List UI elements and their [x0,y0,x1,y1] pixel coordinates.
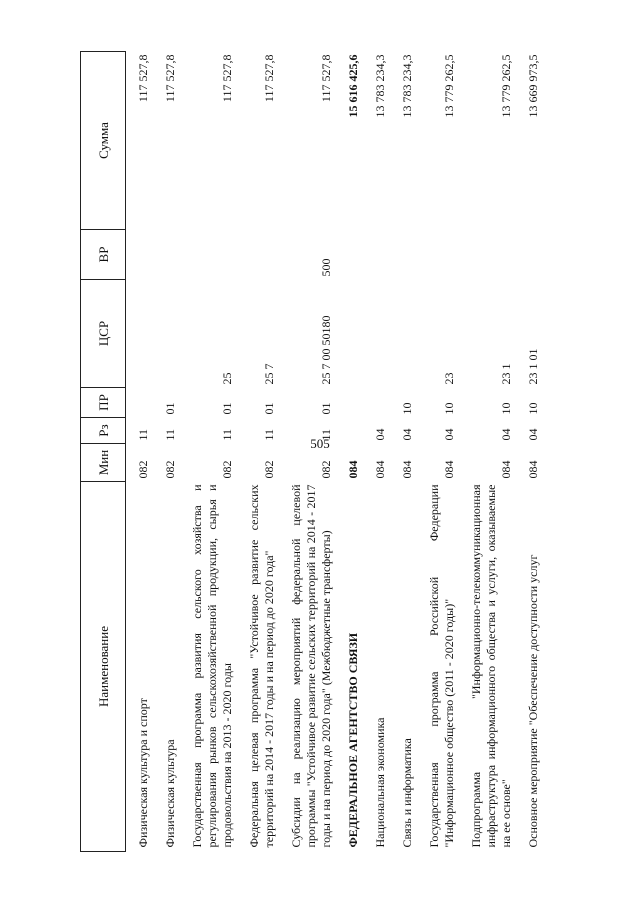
cell-sum: 117 527,8 [136,54,150,103]
budget-table-rotated [80,52,560,852]
cell-min: 084 [400,460,414,479]
header-rz: Рз [81,418,126,444]
cell-name: Субсидии на реализацию мероприятий федеральной целевой программы "Устойчивое развитие сельских территорий на 2014 - 2017 годы и на период до 2020 года" (Межбюджетные трансферты) [289,484,333,848]
cell-pr: 10 [526,402,540,415]
table-row [126,52,154,852]
cell-min: 082 [319,460,333,479]
cell-rz: 11 [136,428,150,441]
header-sum: Сумма [81,52,126,230]
cell-name: ФЕДЕРАЛЬНОЕ АГЕНТСТВО СВЯЗИ [346,632,360,848]
table-row [336,52,363,852]
cell-rz: 11 [220,428,234,441]
table-header [81,52,126,852]
cell-rz: 04 [373,428,387,441]
cell-sum: 13 783 234,3 [400,54,414,118]
cell-vr [237,230,279,280]
cell-name: Физическая культура [163,739,177,848]
cell-csr: 23 1 [499,363,513,385]
cell-name: Государственная программа развития сельского хозяйства и регулирования рынков сельскохозяйственной продукции, сырья и продовольствия на 2013 - 2020 годы [190,484,234,848]
cell-csr: 25 [220,372,234,385]
table-row [237,52,279,852]
table-row [417,52,459,852]
cell-min: 082 [136,460,150,479]
cell-csr [336,280,363,388]
cell-vr [363,230,390,280]
cell-rz: 04 [526,428,540,441]
cell-name: Национальная экономика [373,717,387,848]
table-row [459,52,516,852]
cell-sum: 117 527,8 [262,54,276,103]
header-pr: ПР [81,388,126,418]
budget-table [80,51,543,852]
cell-rz: 11 [262,428,276,441]
cell-vr [390,230,417,280]
cell-name: Подпрограмма "Информационно-телекоммуникационная инфраструктура информационного общества и услуги, оказываемые на ее основе" [469,484,513,848]
cell-name: Федеральная целевая программа "Устойчивое развитие сельских территорий на 2014 - 2017 годы и на период до 2020 года" [247,484,276,848]
table-row [153,52,180,852]
cell-name: Связь и информатика [400,738,414,848]
table-row [180,52,237,852]
header-min: Мин [81,444,126,482]
page-number: 505 [310,436,330,451]
header-vr: ВР [81,230,126,280]
cell-name: Физическая культура и спорт [136,698,150,848]
header-name: Наименование [81,482,126,852]
cell-vr [153,230,180,280]
cell-vr [417,230,459,280]
cell-vr [126,230,154,280]
cell-min: 082 [220,460,234,479]
table-row [390,52,417,852]
cell-pr: 10 [499,402,513,415]
cell-rz: 04 [442,428,456,441]
cell-min: 082 [262,460,276,479]
table-body [126,52,544,852]
cell-rz: 11 [163,428,177,441]
header-csr: ЦСР [81,280,126,388]
cell-csr [126,280,154,388]
cell-pr [126,388,154,418]
cell-pr: 10 [442,402,456,415]
cell-min: 084 [499,460,513,479]
cell-rz: 11 [319,428,333,441]
cell-pr: 01 [319,402,333,415]
cell-csr: 25 7 00 50180 [319,315,333,385]
cell-vr [516,230,543,280]
cell-sum: 15 616 425,6 [346,54,360,118]
cell-vr [336,230,363,280]
cell-sum: 117 527,8 [163,54,177,103]
cell-rz: 04 [499,428,513,441]
cell-sum: 13 783 234,3 [373,54,387,118]
cell-pr [336,388,363,418]
cell-csr: 23 1 01 [526,348,540,385]
cell-pr [363,388,390,418]
table-row [363,52,390,852]
cell-csr: 23 [442,372,456,385]
cell-vr [180,230,237,280]
table-row [516,52,543,852]
cell-vr [459,230,516,280]
cell-sum: 13 779 262,5 [499,54,513,118]
cell-min: 082 [163,460,177,479]
cell-csr: 25 7 [262,363,276,385]
cell-sum: 117 527,8 [319,54,333,103]
cell-csr [390,280,417,388]
cell-csr [363,280,390,388]
cell-min: 084 [346,460,360,479]
cell-min: 084 [373,460,387,479]
cell-pr: 10 [400,402,414,415]
cell-sum: 13 669 973,5 [526,54,540,118]
cell-rz [336,418,363,444]
cell-name: Основное мероприятие "Обеспечение доступности услуг [526,554,540,848]
cell-pr: 01 [163,402,177,415]
cell-vr: 500 [319,258,333,277]
cell-pr: 01 [262,402,276,415]
cell-min: 084 [526,460,540,479]
cell-rz: 04 [400,428,414,441]
cell-pr: 01 [220,402,234,415]
table-row [279,52,336,852]
cell-sum: 117 527,8 [220,54,234,103]
cell-min: 084 [442,460,456,479]
cell-sum: 13 779 262,5 [442,54,456,118]
cell-name: Государственная программа Российской Федерации "Информационное общество (2011 - 2020 годы)" [427,484,456,848]
cell-csr [153,280,180,388]
